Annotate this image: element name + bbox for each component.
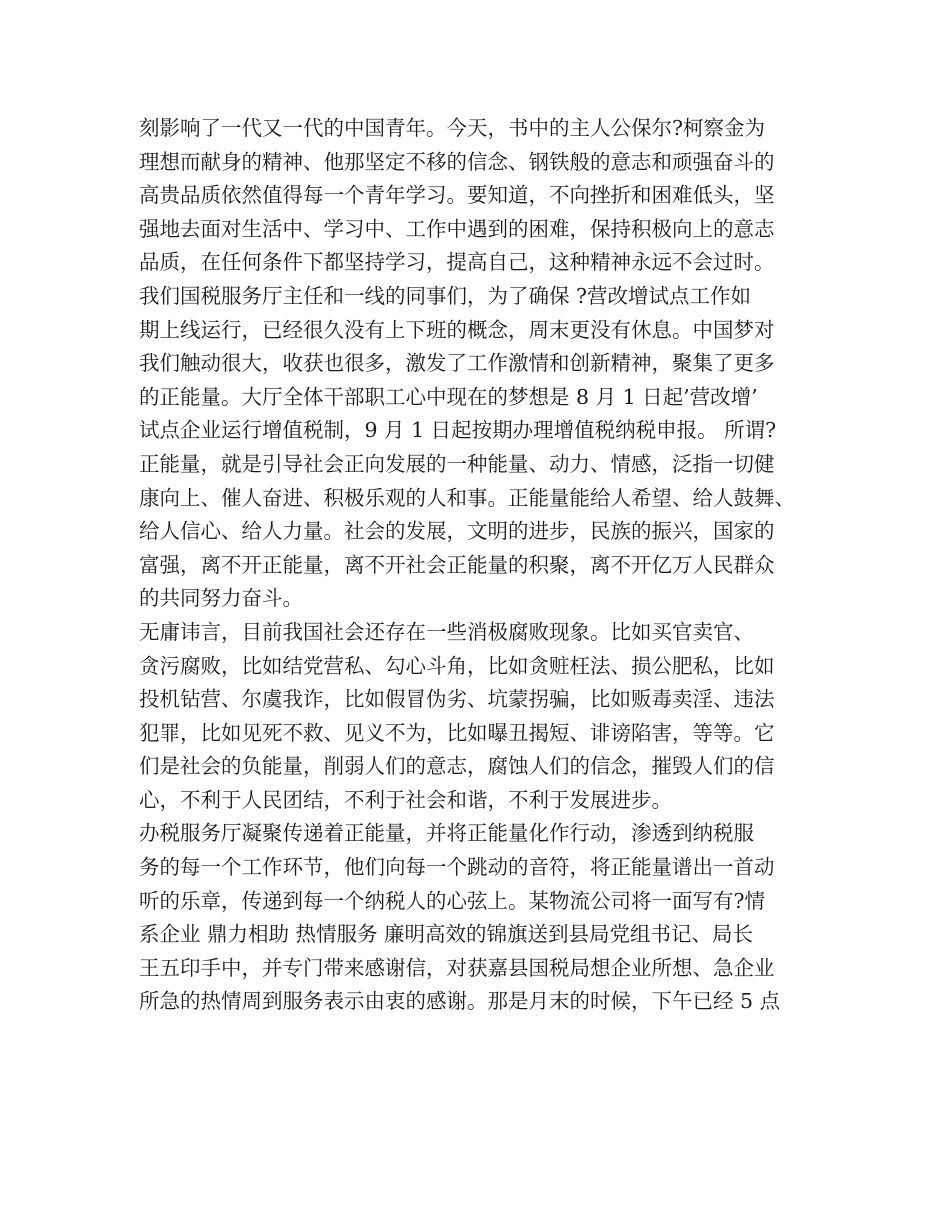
text-line: 理想而献身的精神、他那坚定不移的信念、钢铁般的意志和顽强奋斗的	[139, 149, 775, 174]
text-line: 办税服务厅凝聚传递着正能量，并将正能量化作行动，渗透到纳税服	[139, 821, 754, 846]
text-line: 我们触动很大，收获也很多，激发了工作激情和创新精神，聚集了更多	[139, 351, 775, 376]
text-line: 听的乐章，传递到每一个纳税人的心弦上。某物流公司将一面写有?情	[139, 888, 765, 913]
text-line: 期上线运行，已经很久没有上下班的概念，周末更没有休息。中国梦对	[139, 317, 775, 342]
text-line: 品质，在任何条件下都坚持学习，提高自己，这种精神永远不会过时。	[139, 250, 775, 275]
text-line: 王五印手中，并专门带来感谢信，对获嘉县国税局想企业所想、急企业	[139, 955, 775, 980]
text-line: 刻影响了一代又一代的中国青年。今天，书中的主人公保尔?柯察金为	[139, 116, 765, 140]
text-line: 我们国税服务厅主任和一线的同事们，为了确保 ?营改增试点工作如	[139, 283, 752, 308]
text-line: 高贵品质依然值得每一个青年学习。要知道，不向挫折和困难低头，坚	[139, 183, 775, 208]
text-line: 强地去面对生活中、学习中、工作中遇到的困难，保持积极向上的意志	[139, 216, 775, 241]
text-line: 康向上、催人奋进、积极乐观的人和事。正能量能给人希望、给人鼓舞、	[139, 485, 795, 510]
text-line: 的正能量。大厅全体干部职工心中现在的梦想是 8 月 1 日起’营改增’	[139, 384, 758, 409]
text-line: 正能量，就是引导社会正向发展的一种能量、动力、情感，泛指一切健	[139, 451, 775, 476]
text-line: 们是社会的负能量，削弱人们的意志，腐蚀人们的信念，摧毁人们的信	[139, 754, 775, 779]
text-line: 富强，离不开正能量，离不开社会正能量的积聚，离不开亿万人民群众	[139, 552, 775, 577]
text-line: 系企业 鼎力相助 热情服务 廉明高效的锦旗送到县局党组书记、局长	[139, 922, 754, 947]
text-line: 的共同努力奋斗。	[139, 586, 303, 611]
text-line: 给人信心、给人力量。社会的发展，文明的进步，民族的振兴，国家的	[139, 519, 775, 544]
text-line: 心，不利于人民团结，不利于社会和谐，不利于发展进步。	[139, 787, 672, 812]
text-line: 无庸讳言，目前我国社会还存在一些消极腐败现象。比如买官卖官、	[139, 619, 754, 644]
text-line: 贪污腐败，比如结党营私、勾心斗角，比如贪赃枉法、损公肥私，比如	[139, 653, 775, 678]
text-line: 务的每一个工作环节，他们向每一个跳动的音符，将正能量谱出一首动	[139, 855, 775, 880]
text-line: 所急的热情周到服务表示由衷的感谢。那是月末的时候，下午已经 5 点	[139, 989, 781, 1014]
text-line: 投机钻营、尔虞我诈，比如假冒伪劣、坑蒙拐骗，比如贩毒卖淫、违法	[139, 687, 775, 712]
body-text	[139, 112, 829, 1019]
text-line: 试点企业运行增值税制，9 月 1 日起按期办理增值税纳税申报。 所谓?	[139, 418, 777, 443]
text-line: 犯罪，比如见死不救、见义不为，比如曝丑揭短、诽谤陷害，等等。它	[139, 720, 775, 745]
